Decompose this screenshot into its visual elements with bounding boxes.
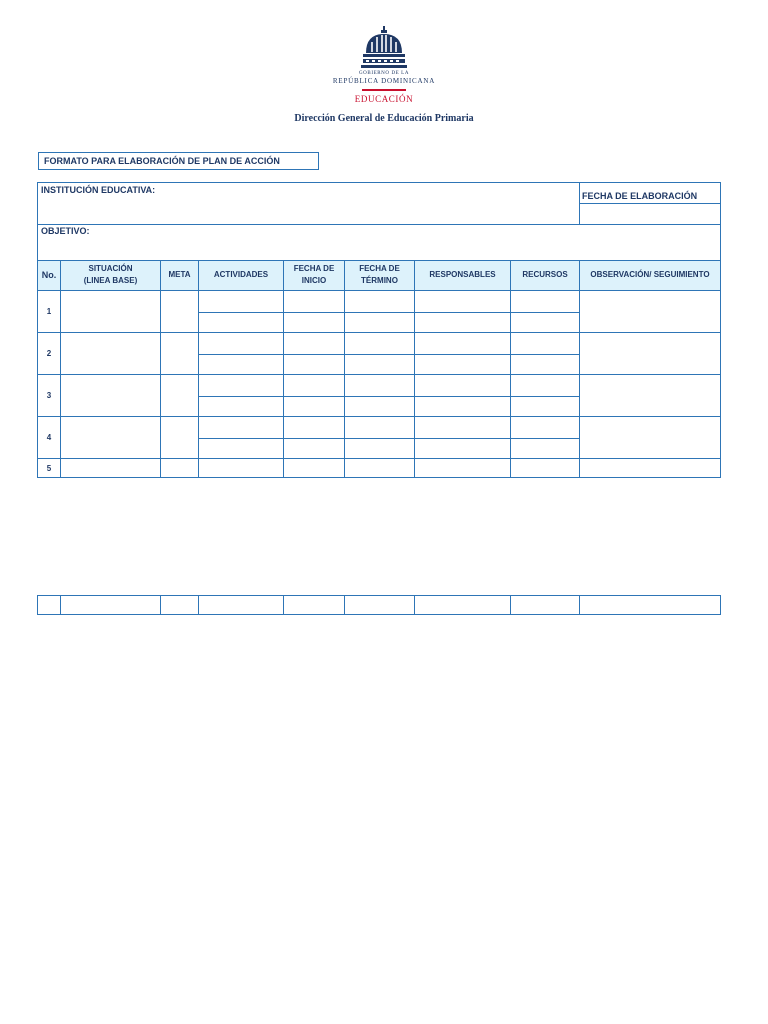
action-plan-table bbox=[37, 182, 721, 478]
row-number-2: 2 bbox=[46, 349, 52, 358]
col-header-inicio-line2: INICIO bbox=[301, 276, 327, 285]
form-title: FORMATO PARA ELABORACIÓN DE PLAN DE ACCIÓN bbox=[38, 152, 319, 170]
row-number-5: 5 bbox=[46, 463, 52, 473]
red-divider bbox=[362, 89, 406, 91]
col-header-situacion bbox=[61, 260, 160, 290]
table-row[interactable] bbox=[61, 417, 720, 458]
extra-table-row[interactable] bbox=[37, 595, 721, 615]
date-field[interactable] bbox=[580, 204, 720, 224]
row-number-3: 3 bbox=[46, 391, 52, 400]
ministry-logo bbox=[0, 26, 768, 105]
col-header-termino-line2: TÉRMINO bbox=[361, 276, 398, 285]
national-palace-dome-icon bbox=[360, 26, 408, 70]
col-header-meta: META bbox=[168, 270, 191, 279]
table-row[interactable] bbox=[61, 333, 720, 374]
col-header-situacion-line1: SITUACIÓN bbox=[88, 264, 133, 273]
ministry-label: EDUCACIÓN bbox=[354, 94, 414, 104]
objective-field[interactable] bbox=[38, 238, 720, 260]
row-number-4: 4 bbox=[46, 433, 52, 442]
table-row[interactable] bbox=[61, 375, 720, 416]
col-header-observacion: OBSERVACIÓN/ SEGUIMIENTO bbox=[590, 270, 710, 279]
col-header-fecha-inicio bbox=[284, 260, 344, 290]
table-row[interactable] bbox=[61, 291, 720, 332]
government-label: GOBIERNO DE LA bbox=[358, 71, 410, 76]
direction-title: Dirección General de Educación Primaria bbox=[294, 113, 474, 124]
col-header-recursos: RECURSOS bbox=[522, 270, 568, 279]
objective-label: OBJETIVO: bbox=[41, 226, 90, 236]
row-number-1: 1 bbox=[46, 307, 52, 316]
institution-label: INSTITUCIÓN EDUCATIVA: bbox=[41, 185, 156, 195]
col-header-responsables: RESPONSABLES bbox=[429, 270, 496, 279]
col-header-inicio-line1: FECHA DE bbox=[293, 264, 335, 273]
date-label: FECHA DE ELABORACIÓN bbox=[582, 191, 698, 201]
col-header-termino-line1: FECHA DE bbox=[359, 264, 400, 273]
col-header-actividades: ACTIVIDADES bbox=[213, 270, 269, 279]
col-header-no: No. bbox=[41, 270, 57, 280]
col-header-fecha-termino bbox=[345, 260, 414, 290]
col-header-situacion-line2: (LINEA BASE) bbox=[83, 276, 138, 285]
republic-label: REPÚBLICA DOMINICANA bbox=[332, 77, 436, 85]
table-row[interactable] bbox=[61, 459, 720, 477]
institution-field[interactable] bbox=[38, 198, 578, 224]
